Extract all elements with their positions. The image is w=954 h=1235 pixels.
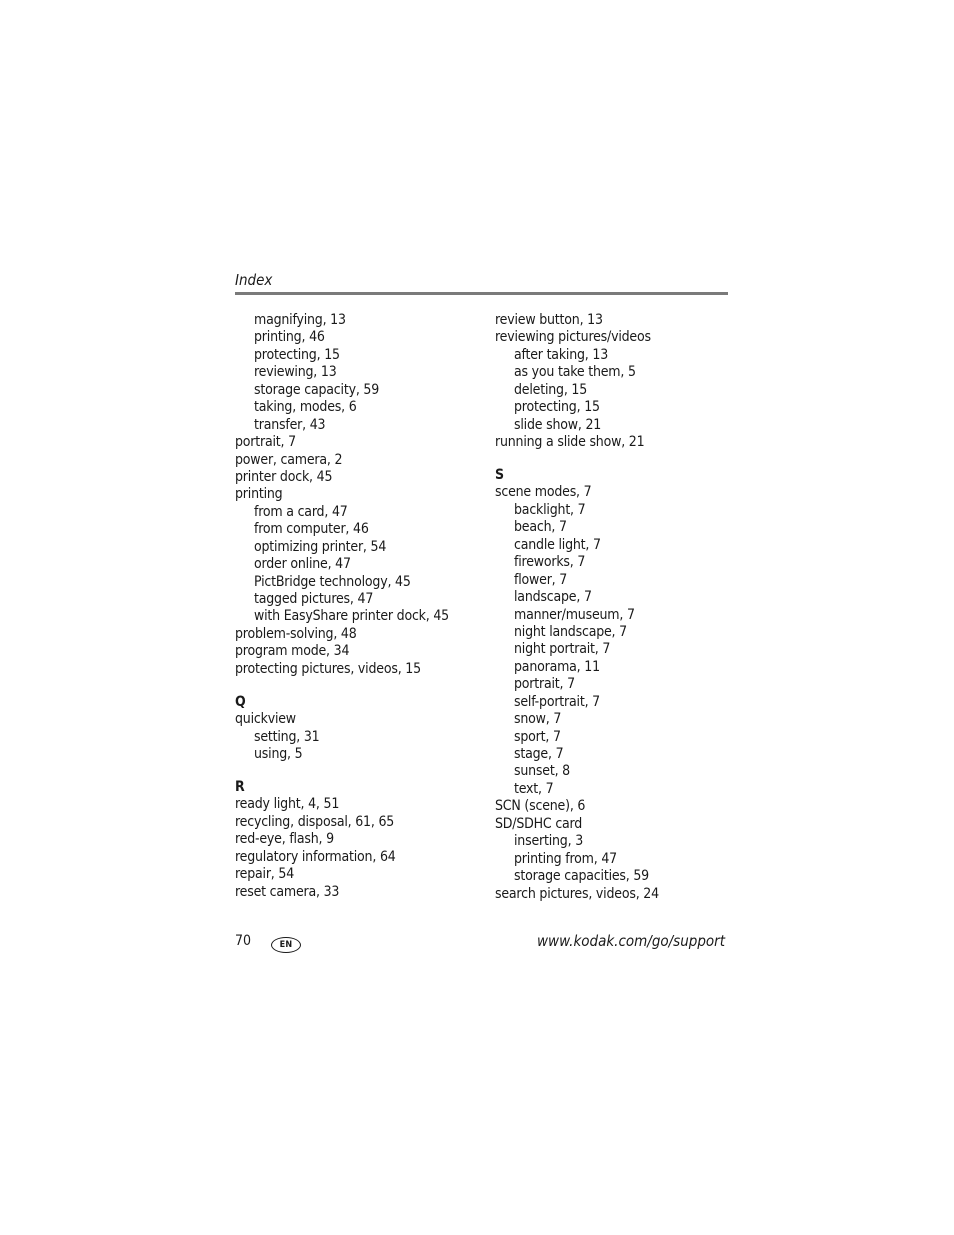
- index-entry: repair, 54: [235, 866, 295, 883]
- index-subentry: candle light, 7: [514, 536, 601, 553]
- index-entry: program mode, 34: [235, 643, 350, 660]
- index-subentry: storage capacities, 59: [514, 868, 649, 885]
- index-letter-heading: S: [495, 467, 504, 483]
- index-subentry: flower, 7: [514, 571, 568, 588]
- index-subentry: text, 7: [514, 780, 554, 797]
- index-subentry: inserting, 3: [514, 833, 584, 850]
- index-subentry: panorama, 11: [514, 658, 600, 675]
- index-subentry: deleting, 15: [514, 381, 588, 398]
- index-subentry: protecting, 15: [254, 346, 340, 363]
- index-entry: ready light, 4, 51: [235, 796, 340, 813]
- index-subentry: magnifying, 13: [254, 312, 346, 328]
- index-entry: red-eye, flash, 9: [235, 831, 334, 848]
- index-subentry: from computer, 46: [254, 521, 369, 538]
- index-entry: running a slide show, 21: [495, 434, 645, 451]
- index-subentry: printing from, 47: [514, 850, 617, 867]
- index-subentry: as you take them, 5: [514, 364, 636, 381]
- index-entry: reset camera, 33: [235, 883, 340, 900]
- page-header-title: Index: [235, 271, 273, 289]
- index-subentry: stage, 7: [514, 746, 564, 762]
- index-entry: power, camera, 2: [235, 451, 343, 468]
- index-subentry: slide show, 21: [514, 416, 602, 433]
- index-subentry: backlight, 7: [514, 501, 586, 518]
- index-subentry: protecting, 15: [514, 399, 600, 416]
- index-subentry: sport, 7: [514, 728, 561, 745]
- page-number: 70: [235, 933, 252, 949]
- index-entry: review button, 13: [495, 312, 603, 328]
- index-column-right: [495, 312, 745, 903]
- index-entry: SD/SDHC card: [495, 815, 583, 832]
- header-divider: [235, 292, 728, 295]
- index-subentry: night portrait, 7: [514, 641, 611, 658]
- index-column-left: [235, 312, 485, 901]
- index-entry: printing: [235, 486, 283, 503]
- index-subentry: setting, 31: [254, 728, 320, 745]
- index-subentry: snow, 7: [514, 711, 562, 728]
- index-subentry: storage capacity, 59: [254, 381, 380, 398]
- index-entry: search pictures, videos, 24: [495, 885, 659, 902]
- index-subentry: taking, modes, 6: [254, 399, 357, 416]
- index-subentry: PictBridge technology, 45: [254, 573, 411, 590]
- index-entry: recycling, disposal, 61, 65: [235, 813, 395, 830]
- index-entry: protecting pictures, videos, 15: [235, 660, 421, 677]
- index-subentry: tagged pictures, 47: [254, 591, 374, 607]
- index-subentry: reviewing, 13: [254, 364, 337, 381]
- index-subentry: fireworks, 7: [514, 554, 586, 571]
- index-subentry: from a card, 47: [254, 503, 348, 520]
- language-badge: EN: [271, 937, 301, 953]
- support-url: www.kodak.com/go/support: [537, 932, 725, 950]
- index-entry: problem-solving, 48: [235, 625, 357, 642]
- index-subentry: using, 5: [254, 746, 303, 762]
- index-entry: quickview: [235, 711, 296, 728]
- index-subentry: night landscape, 7: [514, 623, 627, 640]
- index-subentry: self-portrait, 7: [514, 693, 600, 710]
- index-entry: SCN (scene), 6: [495, 798, 586, 815]
- index-entry: regulatory information, 64: [235, 848, 396, 865]
- index-entry: printer dock, 45: [235, 468, 333, 485]
- index-subentry: after taking, 13: [514, 346, 609, 363]
- index-letter-heading: Q: [235, 693, 246, 710]
- index-subentry: beach, 7: [514, 519, 567, 536]
- index-subentry: transfer, 43: [254, 416, 326, 433]
- index-entry: scene modes, 7: [495, 484, 592, 501]
- index-subentry: printing, 46: [254, 329, 325, 346]
- index-entry: portrait, 7: [235, 434, 296, 451]
- index-subentry: manner/museum, 7: [514, 606, 635, 623]
- index-subentry: landscape, 7: [514, 589, 592, 606]
- index-subentry: order online, 47: [254, 556, 351, 573]
- index-letter-heading: R: [235, 778, 245, 795]
- index-subentry: with EasyShare printer dock, 45: [254, 608, 449, 625]
- index-subentry: optimizing printer, 54: [254, 538, 387, 555]
- index-subentry: portrait, 7: [514, 676, 575, 693]
- index-subentry: sunset, 8: [514, 763, 570, 780]
- index-entry: reviewing pictures/videos: [495, 329, 651, 346]
